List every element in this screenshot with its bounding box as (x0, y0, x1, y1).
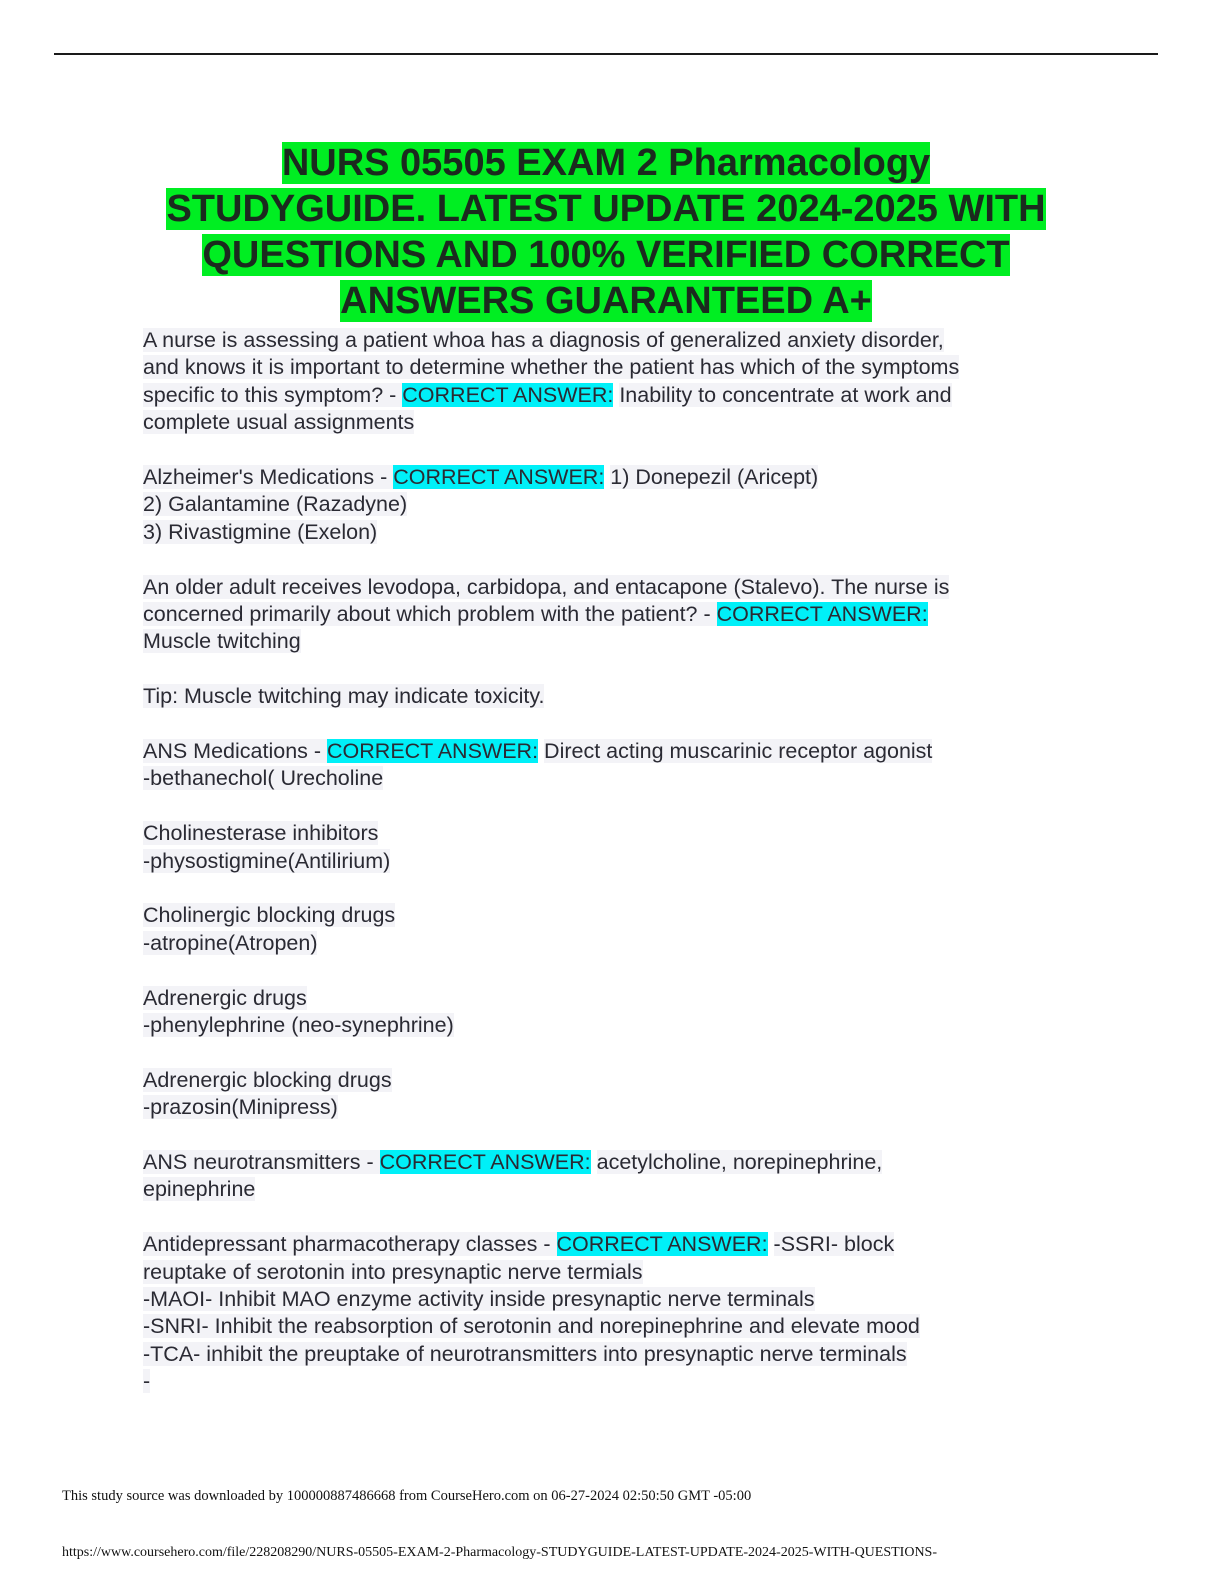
text-line: -MAOI- Inhibit MAO enzyme activity inside presynaptic nerve terminals (143, 1287, 815, 1312)
correct-answer-label: CORRECT ANSWER: (393, 465, 605, 490)
correct-answer-label: CORRECT ANSWER: (716, 602, 928, 627)
tip-line: Tip: Muscle twitching may indicate toxicity. (143, 684, 545, 709)
text-line: Cholinesterase inhibitors (143, 821, 379, 846)
text-line: concerned primarily about which problem with the patient? - CORRECT ANSWER: (143, 602, 928, 627)
title-line: ANSWERS GUARANTEED A+ (340, 280, 872, 322)
correct-answer-label: CORRECT ANSWER: (379, 1150, 591, 1175)
text-line: 3) Rivastigmine (Exelon) (143, 519, 378, 544)
correct-answer-label: CORRECT ANSWER: (556, 1232, 768, 1257)
document-body (143, 327, 1053, 1396)
text-line: -prazosin(Minipress) (143, 1095, 338, 1120)
text-line: - (143, 1369, 151, 1394)
title-line: QUESTIONS AND 100% VERIFIED CORRECT (202, 234, 1010, 276)
text-line: -SNRI- Inhibit the reabsorption of serotonin and norepinephrine and elevate mood (143, 1314, 920, 1339)
text-line: -atropine(Atropen) (143, 930, 318, 955)
text-line: specific to this symptom? - CORRECT ANSWER: Inability to concentrate at work and (143, 382, 952, 407)
text-line: Muscle twitching (143, 629, 301, 654)
text-line: and knows it is important to determine whether the patient has which of the symptoms (143, 355, 960, 380)
text-line: -phenylephrine (neo-synephrine) (143, 1013, 454, 1038)
text-line: -physostigmine(Antilirium) (143, 848, 391, 873)
title-line: NURS 05505 EXAM 2 Pharmacology (281, 142, 931, 184)
text-line: An older adult receives levodopa, carbidopa, and entacapone (Stalevo). The nurse is (143, 574, 950, 599)
source-url-link[interactable]: https://www.coursehero.com/file/228208290/NURS-05505-EXAM-2-Pharmacology-STUDYGUIDE-LATEST-UPDATE-2024-2025-WITH-QUESTIONS- (62, 1545, 938, 1560)
correct-answer-label: CORRECT ANSWER: (327, 739, 539, 764)
text-line: reuptake of serotonin into presynaptic nerve termials (143, 1259, 643, 1284)
download-notice: This study source was downloaded by 100000887486668 from CourseHero.com on 06-27-2024 02:50:50 GMT -05:00 (62, 1488, 752, 1504)
text-line: epinephrine (143, 1177, 256, 1202)
document-title (130, 140, 1082, 324)
text-line: Antidepressant pharmacotherapy classes - CORRECT ANSWER: -SSRI- block (143, 1232, 895, 1257)
text-line: -TCA- inhibit the preuptake of neurotransmitters into presynaptic nerve terminals (143, 1341, 907, 1366)
text-line: A nurse is assessing a patient whoa has a diagnosis of generalized anxiety disorder, (143, 328, 944, 352)
text-line: Cholinergic blocking drugs (143, 903, 396, 928)
text-line: ANS Medications - CORRECT ANSWER: Direct acting muscarinic receptor agonist (143, 739, 933, 764)
correct-answer-label: CORRECT ANSWER: (402, 382, 614, 407)
text-line: -bethanechol( Urecholine (143, 766, 384, 791)
text-line: Alzheimer's Medications - CORRECT ANSWER: 1) Donepezil (Aricept) (143, 465, 819, 490)
text-line: complete usual assignments (143, 410, 415, 435)
text-line: Adrenergic drugs (143, 985, 307, 1010)
header-rule (54, 53, 1158, 55)
text-line: Adrenergic blocking drugs (143, 1067, 392, 1092)
text-line: ANS neurotransmitters - CORRECT ANSWER: acetylcholine, norepinephrine, (143, 1150, 883, 1175)
title-line: STUDYGUIDE. LATEST UPDATE 2024-2025 WITH (166, 188, 1046, 230)
text-line: 2) Galantamine (Razadyne) (143, 492, 408, 517)
